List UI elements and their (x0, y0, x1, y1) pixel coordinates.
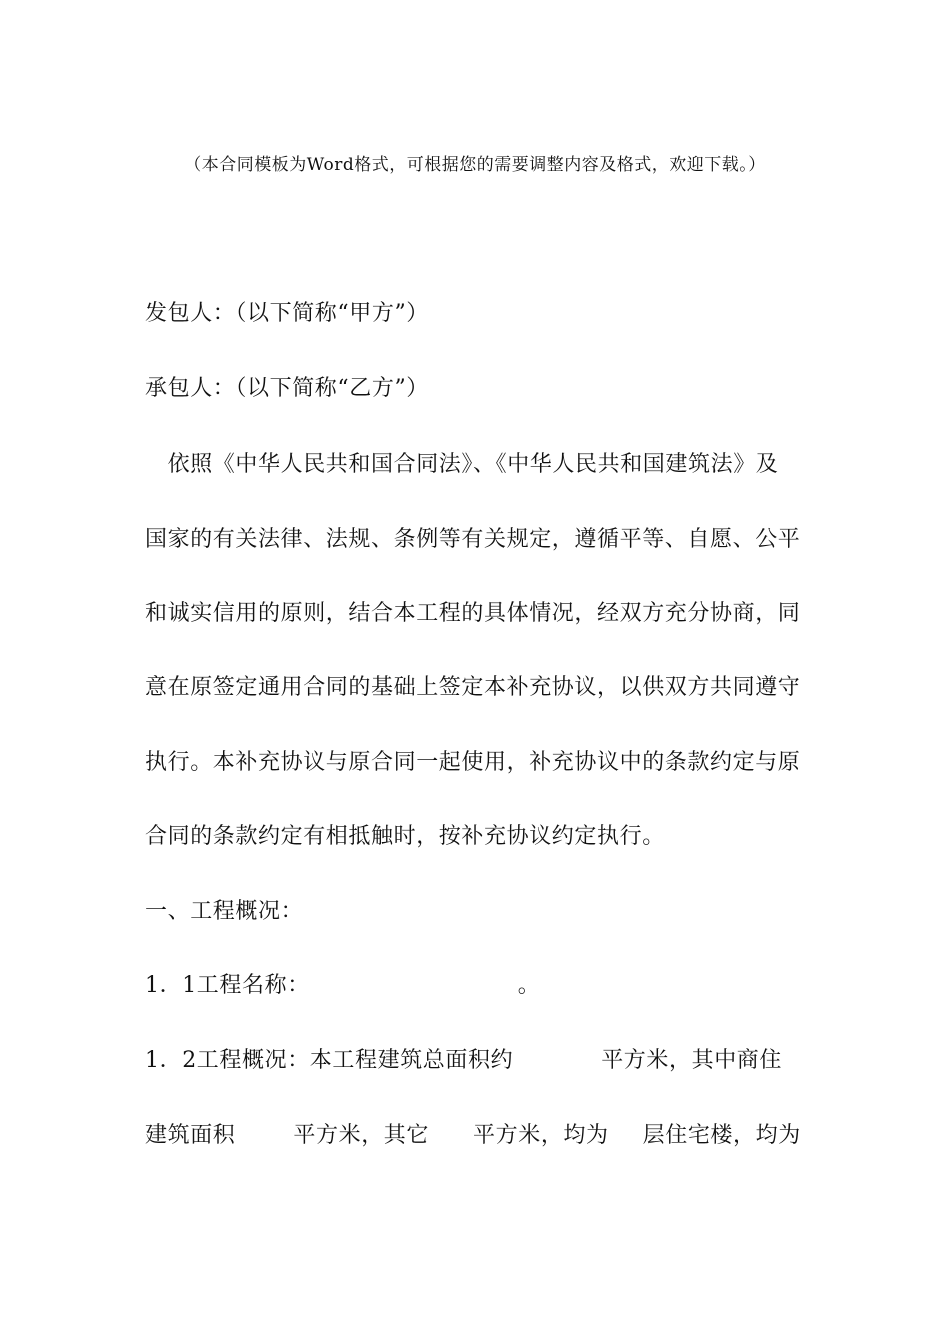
overview-text-a: 1．2工程概况：本工程建筑总面积约 (145, 1048, 514, 1073)
preamble-line-5: 执行。本补充协议与原合同一起使用，补充协议中的条款约定与原 (145, 750, 801, 775)
employer-line: 发包人：（以下简称“甲方”） (145, 301, 429, 326)
preamble-line-2: 国家的有关法律、法规、条例等有关规定，遵循平等、自愿、公平 (145, 527, 801, 552)
template-note: （本合同模板为Word格式，可根据您的需要调整内容及格式，欢迎下载。） (184, 155, 766, 175)
project-name-label: 1．1工程名称： (145, 973, 310, 998)
overview-text-f: 层住宅楼，均为 (642, 1123, 801, 1148)
section-1-heading: 一、工程概况： (145, 899, 304, 924)
project-name-end: 。 (517, 973, 541, 998)
contractor-line: 承包人：（以下简称“乙方”） (145, 376, 429, 401)
preamble-line-4: 意在原签定通用合同的基础上签定本补充协议，以供双方共同遵守 (145, 675, 801, 700)
item-1-2-line-1 (145, 1046, 825, 1076)
overview-text-c: 建筑面积 (145, 1123, 236, 1148)
overview-text-e: 平方米，均为 (473, 1123, 609, 1148)
preamble-line-1: 依照《中华人民共和国合同法》、《中华人民共和国建筑法》及 (145, 452, 779, 477)
preamble-line-6: 合同的条款约定有相抵触时，按补充协议约定执行。 (145, 824, 665, 849)
preamble-line-3: 和诚实信用的原则，结合本工程的具体情况，经双方充分协商，同 (145, 601, 801, 626)
overview-text-b: 平方米，其中商住 (601, 1048, 783, 1073)
item-1-2-line-2 (145, 1121, 825, 1151)
overview-text-d: 平方米，其它 (293, 1123, 430, 1148)
item-1-1 (145, 971, 825, 1001)
